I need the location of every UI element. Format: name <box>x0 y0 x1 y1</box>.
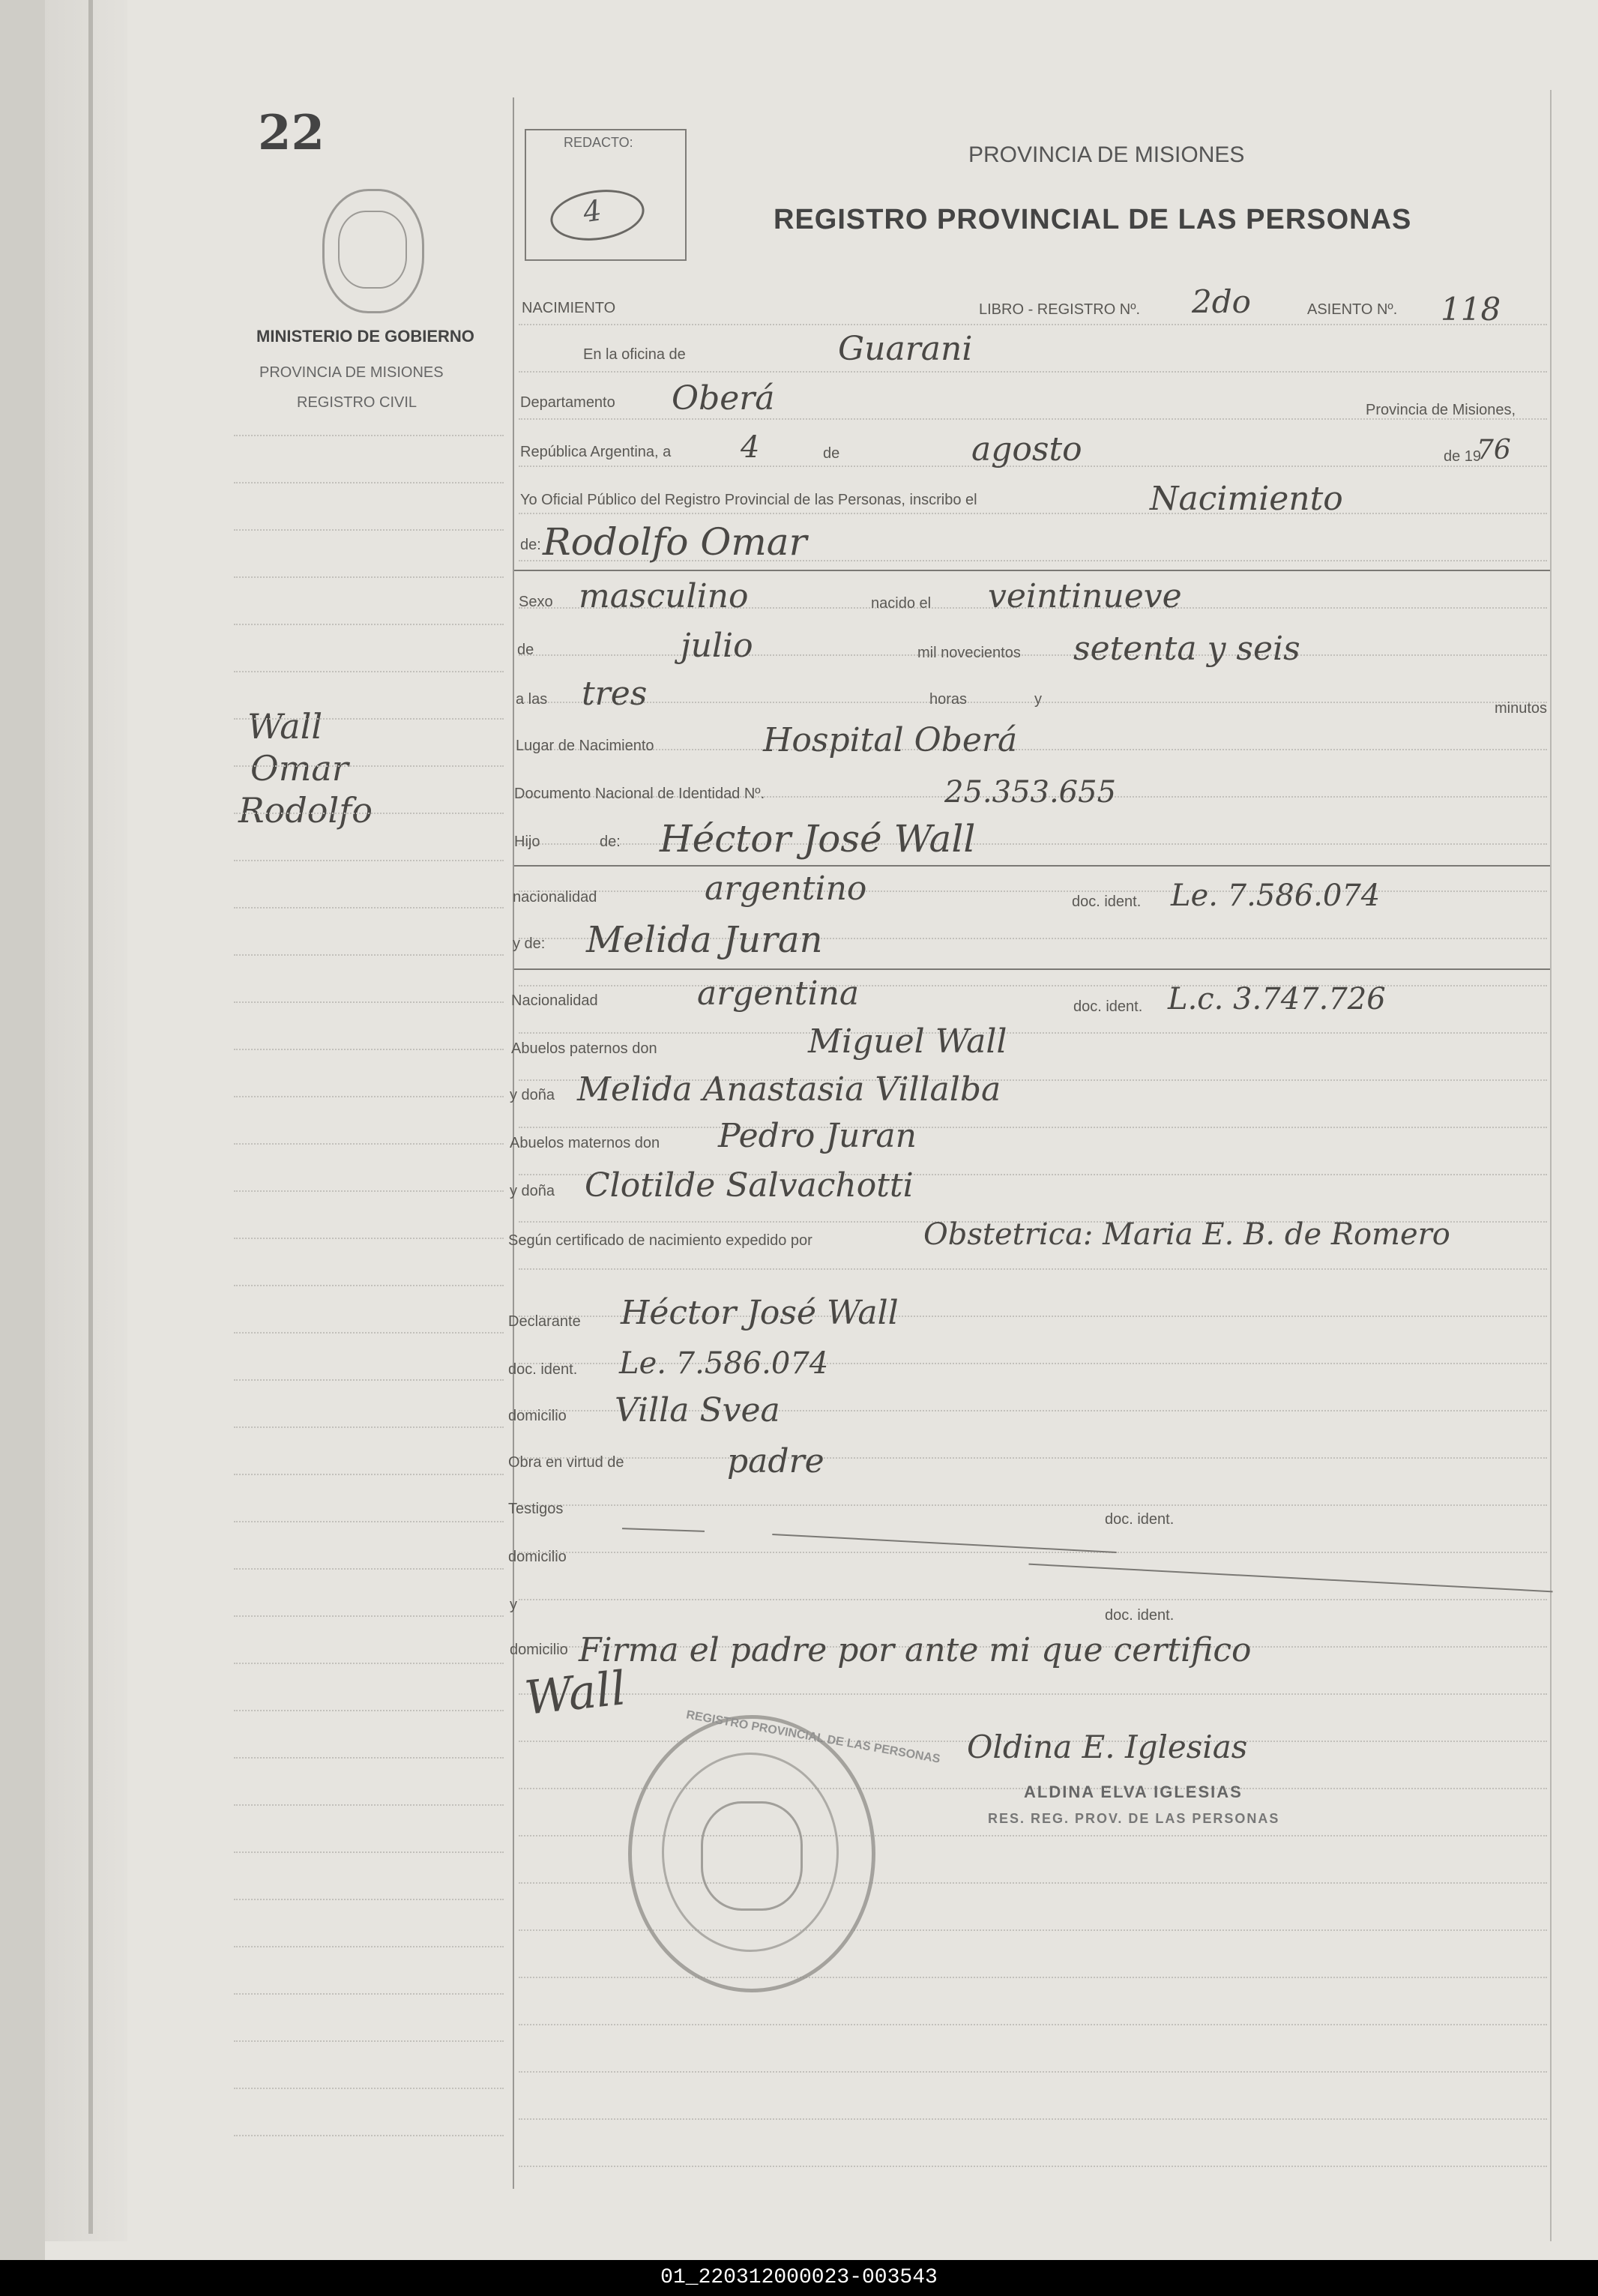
footer-id: 01_220312000023-003543 <box>0 2260 1598 2296</box>
libro-label: LIBRO - REGISTRO Nº. <box>979 301 1141 318</box>
main-rule-line <box>519 654 1547 657</box>
official-stamp-title: RES. REG. PROV. DE LAS PERSONAS <box>988 1811 1280 1826</box>
margin-rule-line <box>234 907 504 909</box>
main-rule-line <box>519 2071 1547 2073</box>
hijo-label: Hijo <box>514 834 540 850</box>
margin-rule-line <box>234 671 504 673</box>
testigos-label: Testigos <box>508 1501 564 1517</box>
margin-rule-line <box>234 718 504 720</box>
y2-label: y <box>510 1597 517 1613</box>
dni-value: 25.353.655 <box>944 775 1117 810</box>
doc-ident4-label: doc. ident. <box>1105 1607 1175 1624</box>
obra-value: padre <box>727 1442 824 1480</box>
declarante-value: Héctor José Wall <box>621 1294 899 1332</box>
header-province: PROVINCIA DE MISIONES <box>968 142 1245 167</box>
official-round-stamp <box>628 1708 941 1992</box>
abuela-mat-value: Clotilde Salvachotti <box>585 1166 914 1205</box>
obra-label: Obra en virtud de <box>508 1454 624 1471</box>
libro-value: 2do <box>1192 283 1251 320</box>
margin-rule-line <box>234 1899 504 1901</box>
hora-value: tres <box>582 675 648 713</box>
main-rule-line <box>519 371 1547 373</box>
mes-value: agosto <box>971 430 1082 468</box>
redacto-label: REDACTO: <box>564 135 633 150</box>
oficina-value: Guarani <box>838 330 973 368</box>
redacto-mark: 4 <box>581 193 604 229</box>
anio-nac-value: setenta y seis <box>1073 630 1300 668</box>
official-signature: Oldina E. Iglesias <box>967 1729 1248 1765</box>
main-rule-line <box>519 1268 1547 1271</box>
certificado-value: Obstetrica: Maria E. B. de Romero <box>923 1217 1450 1252</box>
anio-label: de 19 <box>1444 448 1482 465</box>
abuela-pat-value: Melida Anastasia Villalba <box>577 1070 1001 1109</box>
madre-doc-value: L.c. 3.747.726 <box>1168 982 1386 1016</box>
main-rule-line <box>519 1504 1547 1507</box>
main-rule-line <box>519 2166 1547 2168</box>
yde-label: y de: <box>513 935 546 952</box>
margin-rule-line <box>234 1096 504 1098</box>
doc-ident-label: doc. ident. <box>1072 894 1142 910</box>
official-stamp-name: ALDINA ELVA IGLESIAS <box>1024 1783 1243 1801</box>
de2-label: de <box>517 642 534 658</box>
mil-label: mil novecientos <box>917 645 1021 661</box>
margin-rule-line <box>234 1663 504 1665</box>
stamp-shield-icon <box>701 1801 803 1911</box>
main-rule-line <box>519 1552 1547 1554</box>
margin-rule-line <box>234 1946 504 1948</box>
provincial-shield-icon <box>322 189 424 313</box>
padre-value: Héctor José Wall <box>660 817 976 861</box>
margin-rule-line <box>234 1238 504 1240</box>
margin-rule-line <box>234 482 504 484</box>
main-rule-line <box>519 1599 1547 1601</box>
margin-rule-line <box>234 1757 504 1759</box>
stamp-text: REGISTRO PROVINCIAL DE LAS PERSONAS <box>685 1708 941 1766</box>
lugar-value: Hospital Oberá <box>763 721 1018 759</box>
oficial-text: Yo Oficial Público del Registro Provincial de las Personas, inscribo el <box>520 492 977 508</box>
ministry-label: MINISTERIO DE GOBIERNO <box>256 327 474 346</box>
name-underline <box>514 968 1550 970</box>
madre-nac-value: argentina <box>697 974 860 1013</box>
margin-rule-line <box>234 1851 504 1854</box>
domicilio3-label: domicilio <box>510 1642 568 1658</box>
page-number: 22 <box>258 105 325 161</box>
domicilio-value: Villa Svea <box>615 1391 780 1429</box>
declarante-label: Declarante <box>508 1313 581 1330</box>
ydona2-label: y doña <box>510 1183 555 1199</box>
asiento-label: ASIENTO Nº. <box>1307 301 1398 318</box>
margin-rule-line <box>234 954 504 956</box>
main-rule-line <box>519 891 1547 893</box>
main-rule-line <box>519 2024 1547 2026</box>
nacido-value: veintinueve <box>988 577 1182 615</box>
departamento-label: Departamento <box>520 394 615 411</box>
margin-rule-line <box>234 813 504 815</box>
main-rule-line <box>519 749 1547 751</box>
margin-rule-line <box>234 860 504 862</box>
margin-rule-line <box>234 1332 504 1334</box>
margin-rule-line <box>234 1049 504 1051</box>
margin-rule-line <box>234 1804 504 1807</box>
main-rule-line <box>519 2118 1547 2121</box>
anio-value: 76 <box>1477 435 1511 465</box>
main-rule-line <box>519 1693 1547 1696</box>
padre-doc-value: Le. 7.586.074 <box>1171 879 1381 913</box>
margin-rule-line <box>234 1521 504 1523</box>
main-rule-line <box>519 1457 1547 1459</box>
doc-ident3-label: doc. ident. <box>1105 1511 1175 1528</box>
margin-rule-line <box>234 1143 504 1145</box>
province-label: PROVINCIA DE MISIONES <box>259 364 444 381</box>
mes-nac-value: julio <box>681 627 753 665</box>
de-label: de <box>823 445 840 462</box>
alas-label: a las <box>516 691 548 708</box>
margin-rule-line <box>234 2135 504 2137</box>
margin-rule-line <box>234 624 504 626</box>
nacionalidad2-label: Nacionalidad <box>511 992 598 1009</box>
margin-note-surname: Wall <box>247 706 323 747</box>
minutos-label: minutos <box>1495 700 1548 717</box>
y-label: y <box>1034 691 1042 708</box>
departamento-value: Oberá <box>672 379 775 418</box>
margin-rule-line <box>234 1615 504 1618</box>
margin-rule-line <box>234 435 504 437</box>
domicilio2-label: domicilio <box>508 1549 567 1565</box>
redacto-box <box>525 129 687 261</box>
main-rule-line <box>519 1977 1547 1979</box>
padre-nac-value: argentino <box>705 870 867 908</box>
binding-edge <box>45 0 127 2241</box>
margin-rule-line <box>234 576 504 579</box>
oficina-label: En la oficina de <box>583 346 686 363</box>
doc-ident-madre-label: doc. ident. <box>1073 998 1143 1015</box>
redacto-oval <box>547 184 648 247</box>
margin-rule-line <box>234 1190 504 1193</box>
right-margin-line <box>1550 90 1552 2241</box>
margin-rule-line <box>234 529 504 531</box>
ydona-label: y doña <box>510 1087 555 1103</box>
nombre-value: Rodolfo Omar <box>543 520 807 564</box>
name-underline <box>514 865 1550 867</box>
sexo-label: Sexo <box>519 594 553 610</box>
margin-rule-line <box>234 1285 504 1287</box>
header-title: REGISTRO PROVINCIAL DE LAS PERSONAS <box>774 204 1412 235</box>
republica-label: República Argentina, a <box>520 444 672 460</box>
sexo-value: masculino <box>579 577 749 615</box>
registry-label: REGISTRO CIVIL <box>297 394 417 411</box>
margin-rule-line <box>234 1710 504 1712</box>
main-rule-line <box>519 1032 1547 1034</box>
dni-label: Documento Nacional de Identidad Nº. <box>514 786 765 802</box>
main-rule-line <box>519 513 1547 515</box>
margin-note-name1: Rodolfo <box>238 790 373 831</box>
inscribo-value: Nacimiento <box>1150 480 1343 518</box>
declarante-doc-value: Le. 7.586.074 <box>619 1346 829 1381</box>
margin-rule-line <box>234 2088 504 2090</box>
provincia-suffix: Provincia de Misiones, <box>1366 402 1516 418</box>
name-underline <box>514 570 1550 571</box>
declarant-signature: Wall <box>522 1660 629 1726</box>
margin-rule-line <box>234 1379 504 1381</box>
margin-rule-line <box>234 2040 504 2043</box>
binding-spine <box>88 0 93 2234</box>
margin-rule-line <box>234 1568 504 1570</box>
margin-rule-line <box>234 1001 504 1004</box>
dia-value: 4 <box>741 430 760 465</box>
nacido-label: nacido el <box>871 595 932 612</box>
nacionalidad-label: nacionalidad <box>513 889 597 906</box>
abuelos-pat-label: Abuelos paternos don <box>511 1040 657 1057</box>
margin-rule-line <box>234 1474 504 1476</box>
margin-rule-line <box>234 1993 504 1995</box>
de-nombre-label: de: <box>520 537 541 553</box>
asiento-value: 118 <box>1441 291 1501 328</box>
lugar-label: Lugar de Nacimiento <box>516 738 654 754</box>
main-rule-line <box>519 702 1547 704</box>
firma-value: Firma el padre por ante mi que certifico <box>579 1631 1252 1669</box>
margin-rule-line <box>234 765 504 768</box>
abuelo-mat-value: Pedro Juran <box>718 1117 917 1155</box>
main-rule-line <box>519 985 1547 987</box>
horas-label: horas <box>929 691 968 708</box>
margin-note-name2: Omar <box>250 748 349 789</box>
domicilio-label: domicilio <box>508 1408 567 1424</box>
hijo-suffix: de: <box>600 834 621 850</box>
madre-value: Melida Juran <box>586 919 823 961</box>
abuelos-mat-label: Abuelos maternos don <box>510 1135 660 1151</box>
record-type-label: NACIMIENTO <box>522 300 616 316</box>
abuelo-pat-value: Miguel Wall <box>808 1022 1007 1061</box>
doc-ident2-label: doc. ident. <box>508 1361 578 1378</box>
main-rule-line <box>519 1127 1547 1129</box>
certificado-label: Según certificado de nacimiento expedido por <box>508 1232 812 1249</box>
margin-rule-line <box>234 1426 504 1429</box>
main-rule-line <box>519 324 1547 326</box>
